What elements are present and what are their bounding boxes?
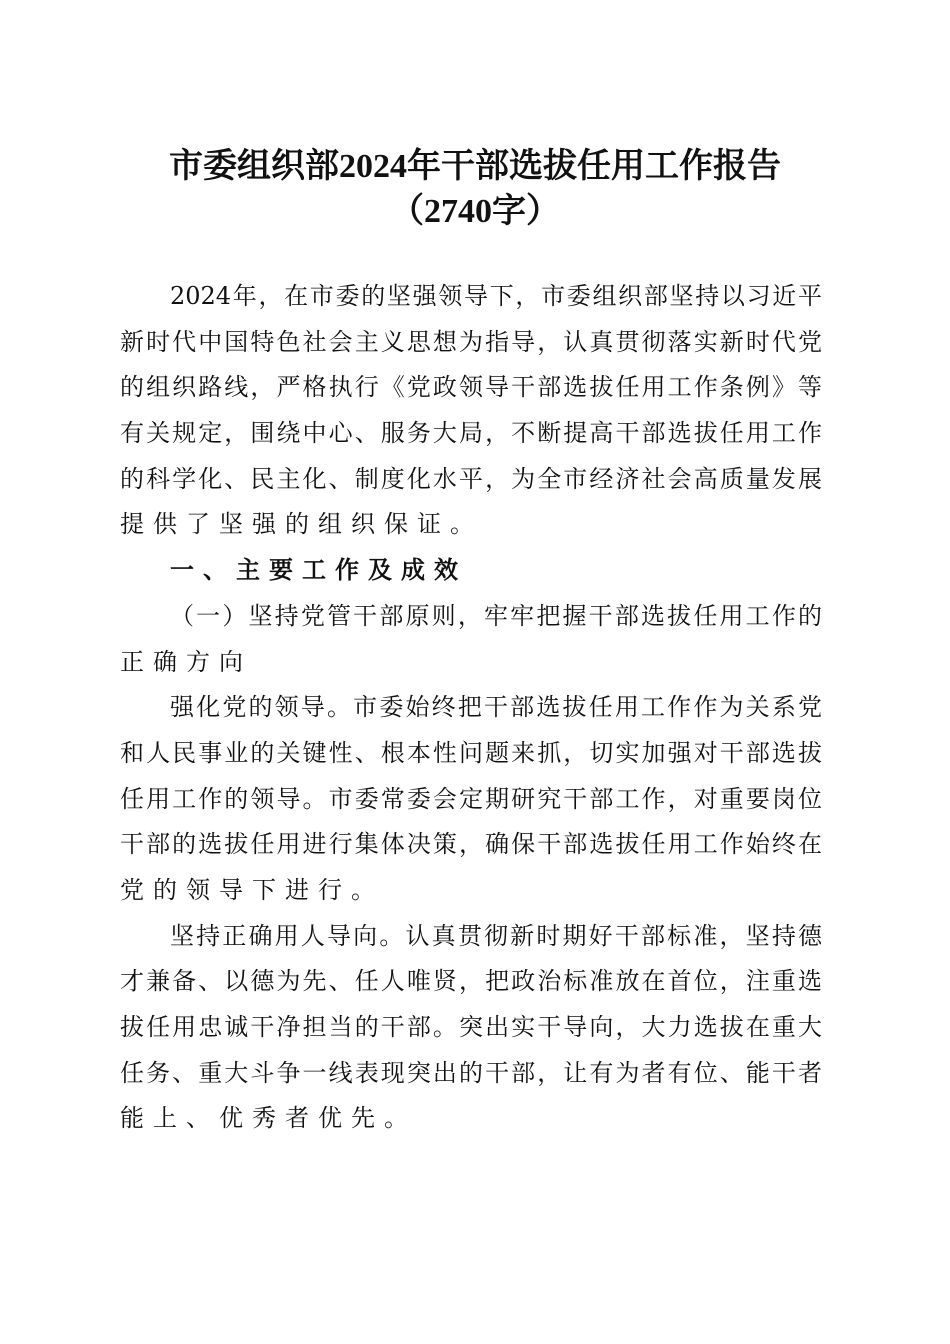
text-line: 坚持正确用人导向。认真贯彻新时期好干部标准，坚持德 xyxy=(170,921,822,950)
text-line: 能上、优秀者优先。 xyxy=(120,1104,417,1133)
text-line: 和人民事业的关键性、根本性问题来抓，切实加强对干部选拔 xyxy=(120,738,822,767)
text-line: （一）坚持党管干部原则，牢牢把握干部选拔任用工作的 xyxy=(170,601,822,630)
text-line: 一、主要工作及成效 xyxy=(170,556,467,585)
text-line: 任用工作的领导。市委常委会定期研究干部工作，对重要岗位 xyxy=(120,784,822,813)
text-line: 2024年，在市委的坚强领导下，市委组织部坚持以习近平 xyxy=(170,282,822,310)
text-line: 有关规定，围绕中心、服务大局，不断提高干部选拔任用工作 xyxy=(120,419,822,448)
text-line: 正确方向 xyxy=(120,647,252,676)
text-line: 才兼备、以德为先、任人唯贤，把政治标准放在首位，注重选 xyxy=(120,967,822,996)
text-line: 干部的选拔任用进行集体决策，确保干部选拔任用工作始终在 xyxy=(120,830,822,859)
paragraph xyxy=(120,594,822,685)
text-line: 的组织路线，严格执行《党政领导干部选拔任用工作条例》等 xyxy=(120,373,822,402)
paragraph xyxy=(120,914,822,1142)
document-body xyxy=(120,274,822,1142)
text-line: 新时代中国特色社会主义思想为指导，认真贯彻落实新时代党 xyxy=(120,327,822,356)
text-line: 的科学化、民主化、制度化水平，为全市经济社会高质量发展 xyxy=(120,464,822,493)
text-line: 党的领导下进行。 xyxy=(120,875,384,904)
text-line: 拔任用忠诚干净担当的干部。突出实干导向，大力选拔在重大 xyxy=(120,1013,822,1041)
document-title: 市委组织部2024年干部选拔任用工作报告 xyxy=(169,148,781,185)
text-line: 提供了坚强的组织保证。 xyxy=(120,510,483,539)
document-subtitle: （2740字） xyxy=(390,193,560,230)
text-line: 任务、重大斗争一线表现突出的干部，让有为者有位、能干者 xyxy=(120,1058,822,1087)
text-line: 强化党的领导。市委始终把干部选拔任用工作作为关系党 xyxy=(170,693,822,722)
paragraph xyxy=(120,274,822,548)
section-heading xyxy=(120,548,822,594)
paragraph xyxy=(120,685,822,913)
